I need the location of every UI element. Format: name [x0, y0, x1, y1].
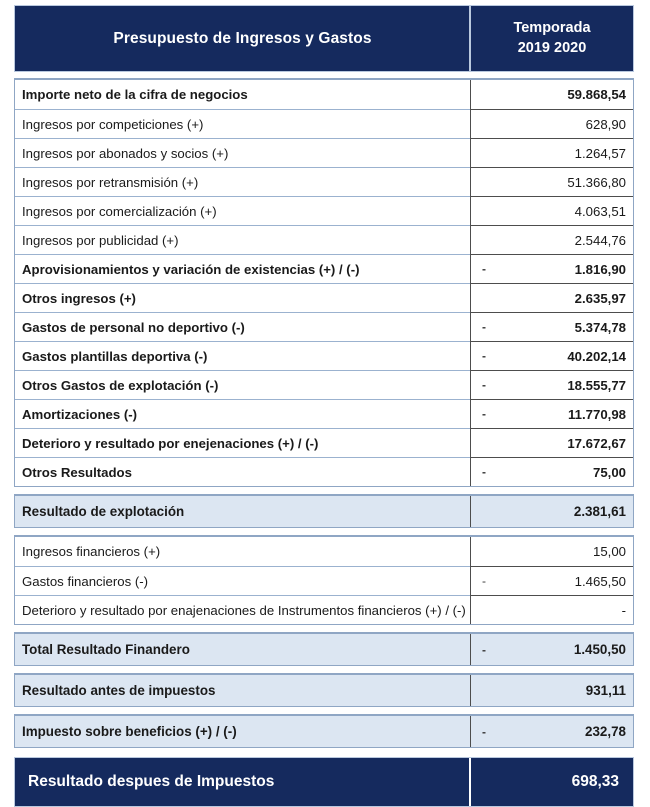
table-row: [15, 370, 633, 399]
row-label: Importe neto de la cifra de negocios: [15, 80, 471, 109]
negative-sign: -: [482, 574, 486, 588]
row-value-cell: [470, 312, 633, 341]
negative-sign: -: [482, 407, 486, 421]
table-row: [15, 254, 633, 283]
row-label: Ingresos financieros (+): [15, 537, 471, 566]
row-value: 628,90: [585, 116, 626, 132]
row-value: 1.264,57: [574, 145, 626, 161]
row-value: 2.544,76: [574, 232, 626, 248]
row-value: 15,00: [592, 544, 626, 559]
table-row: [15, 283, 633, 312]
row-value-cell: [470, 109, 633, 138]
row-value-cell: [470, 716, 633, 747]
negative-sign: -: [482, 465, 486, 479]
row-label: Otros Resultados: [15, 458, 471, 486]
negative-sign: -: [482, 642, 486, 657]
table-row: [15, 399, 633, 428]
row-label: Ingresos por retransmisión (+): [15, 168, 471, 196]
row-label: Amortizaciones (-): [15, 400, 471, 428]
table-header-row: [14, 5, 634, 72]
row-value-cell: [470, 370, 633, 399]
row-label: Aprovisionamientos y variación de existencias (+) / (-): [15, 255, 471, 283]
table-row: [15, 341, 633, 370]
table-row: [15, 758, 633, 806]
row-value-cell: [470, 634, 633, 665]
row-value-cell: [470, 675, 633, 706]
table-row: [15, 634, 633, 665]
negative-sign: -: [482, 349, 486, 363]
summary-operating-result: [14, 494, 634, 528]
row-value: 18.555,77: [567, 377, 626, 393]
table-row: [15, 457, 633, 486]
header-season-line1: Temporada: [513, 19, 591, 36]
row-label: Impuesto sobre beneficios (+) / (-): [15, 716, 471, 747]
row-label: Gastos de personal no deportivo (-): [15, 313, 471, 341]
row-label: Gastos financieros (-): [15, 567, 471, 595]
negative-sign: -: [482, 724, 486, 739]
row-value-cell: [470, 566, 633, 595]
row-value: 75,00: [592, 464, 626, 480]
summary-pretax-result: [14, 673, 634, 707]
row-value: 51.366,80: [567, 174, 626, 190]
row-label: Ingresos por publicidad (+): [15, 226, 471, 254]
table-row: [15, 675, 633, 706]
table-row: [15, 138, 633, 167]
table-row: [15, 566, 633, 595]
table-row: [15, 716, 633, 747]
row-value-cell: [470, 225, 633, 254]
table-row: [15, 595, 633, 624]
row-value-cell: [470, 196, 633, 225]
row-value-cell: [470, 167, 633, 196]
table-row: [15, 80, 633, 109]
row-value: 698,33: [571, 773, 619, 790]
row-label: Ingresos por comercialización (+): [15, 197, 471, 225]
row-value-cell: [470, 595, 633, 624]
row-label: Resultado antes de impuestos: [15, 675, 471, 706]
row-label: Resultado de explotación: [15, 496, 471, 527]
negative-sign: -: [482, 378, 486, 392]
row-label: Ingresos por competiciones (+): [15, 110, 471, 138]
row-label: Resultado despues de Impuestos: [15, 758, 471, 806]
row-value-cell: [470, 537, 633, 566]
total-after-tax-row: [14, 757, 634, 807]
row-value-cell: [470, 80, 633, 109]
row-value-cell: [470, 399, 633, 428]
table-row: [15, 196, 633, 225]
row-value: 11.770,98: [568, 406, 626, 422]
table-row: [15, 428, 633, 457]
row-value: 2.381,61: [573, 504, 626, 519]
row-value: 232,78: [585, 724, 626, 739]
row-value: 1.465,50: [574, 573, 626, 589]
row-value-cell: [470, 496, 633, 527]
header-label-column: Presupuesto de Ingresos y Gastos: [14, 5, 470, 72]
row-label: Deterioro y resultado por enajenaciones de Instrumentos financieros (+) / (-): [15, 596, 471, 624]
row-value: 40.202,14: [567, 348, 626, 364]
table-row: [15, 225, 633, 254]
row-label: Ingresos por abonados y socios (+): [15, 139, 471, 167]
financial-rows-group: [14, 535, 634, 625]
row-value-cell: [470, 428, 633, 457]
row-label: Gastos plantillas deportiva (-): [15, 342, 471, 370]
row-value-cell: [471, 758, 633, 806]
row-value-cell: [470, 254, 633, 283]
row-value: -: [621, 602, 626, 618]
header-season-line2: 2019 2020: [517, 39, 587, 56]
row-value: 59.868,54: [567, 87, 626, 102]
row-value-cell: [470, 341, 633, 370]
row-value-cell: [470, 283, 633, 312]
row-value: 2.635,97: [574, 290, 626, 306]
summary-tax-row: [14, 714, 634, 748]
row-label: Otros ingresos (+): [15, 284, 471, 312]
row-label: Total Resultado Finandero: [15, 634, 471, 665]
row-value-cell: [470, 457, 633, 486]
row-label: Otros Gastos de explotación (-): [15, 371, 471, 399]
summary-financial-result: [14, 632, 634, 666]
row-value: 931,11: [585, 683, 626, 698]
row-value: 5.374,78: [574, 319, 626, 335]
negative-sign: -: [482, 320, 486, 334]
table-row: [15, 537, 633, 566]
row-value: 1.816,90: [574, 261, 626, 277]
row-value: 17.672,67: [567, 435, 626, 451]
negative-sign: -: [482, 262, 486, 276]
table-row: [15, 167, 633, 196]
table-row: [15, 312, 633, 341]
header-value-column: [470, 5, 634, 72]
row-value: 1.450,50: [573, 642, 626, 657]
operating-rows-group: [14, 78, 634, 487]
row-value-cell: [470, 138, 633, 167]
row-label: Deterioro y resultado por enejenaciones (+) / (-): [15, 429, 471, 457]
table-row: [15, 109, 633, 138]
row-value: 4.063,51: [574, 203, 626, 219]
table-row: [15, 496, 633, 527]
